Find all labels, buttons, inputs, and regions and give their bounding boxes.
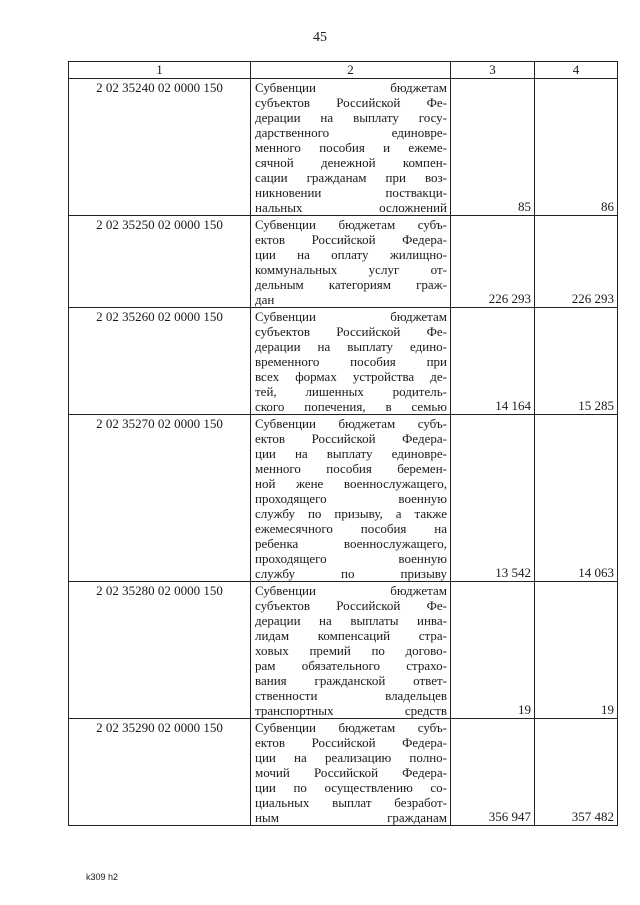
description-line: ховых премий по догово- xyxy=(255,643,447,658)
row-value-col3: 19 xyxy=(451,582,535,719)
description-line: Субвенции бюджетам xyxy=(255,583,447,598)
description-line: Субвенции бюджетам xyxy=(255,309,447,324)
row-value-col3: 85 xyxy=(451,79,535,216)
description-line: службу по призыву, а также xyxy=(255,506,447,521)
description-line: проходящего военную xyxy=(255,551,447,566)
footer-code: k309 h2 xyxy=(86,872,119,882)
row-code: 2 02 35260 02 0000 150 xyxy=(69,308,251,415)
table-row xyxy=(69,719,618,826)
description-line: нальных осложнений xyxy=(255,200,447,215)
description-line: сячной денежной компен- xyxy=(255,155,447,170)
description-line: лидам компенсаций стра- xyxy=(255,628,447,643)
row-code: 2 02 35290 02 0000 150 xyxy=(69,719,251,826)
table-row xyxy=(69,216,618,308)
description-line: ции на выплату единовре- xyxy=(255,446,447,461)
description-line: ского попечения, в семью xyxy=(255,399,447,414)
description-line: мочий Российской Федера- xyxy=(255,765,447,780)
row-value-col4: 14 063 xyxy=(535,415,618,582)
description-line: временного пособия при xyxy=(255,354,447,369)
description-line: субъектов Российской Фе- xyxy=(255,324,447,339)
table-row xyxy=(69,582,618,719)
table-body xyxy=(69,79,618,826)
description-line: менного пособия и ежеме- xyxy=(255,140,447,155)
row-description xyxy=(251,79,451,216)
description-line: всех формах устройства де- xyxy=(255,369,447,384)
row-value-col3: 13 542 xyxy=(451,415,535,582)
description-line: ектов Российской Федера- xyxy=(255,431,447,446)
description-line: ции на оплату жилищно- xyxy=(255,247,447,262)
description-line: службу по призыву xyxy=(255,566,447,581)
description-line: дерации на выплату едино- xyxy=(255,339,447,354)
description-line: Субвенции бюджетам субъ- xyxy=(255,416,447,431)
description-line: дерации на выплату госу- xyxy=(255,110,447,125)
description-line: Субвенции бюджетам xyxy=(255,80,447,95)
description-line: ной жене военнослужащего, xyxy=(255,476,447,491)
row-description xyxy=(251,308,451,415)
table-row xyxy=(69,415,618,582)
header-col-1: 1 xyxy=(69,62,251,79)
description-line: дельным категориям граж- xyxy=(255,277,447,292)
description-line: ственности владельцев xyxy=(255,688,447,703)
description-line: вания гражданской ответ- xyxy=(255,673,447,688)
description-line: ции на реализацию полно- xyxy=(255,750,447,765)
budget-table xyxy=(68,61,618,826)
row-value-col3: 14 164 xyxy=(451,308,535,415)
description-line: дарственного единовре- xyxy=(255,125,447,140)
description-line: тей, лишенных родитель- xyxy=(255,384,447,399)
page-number: 45 xyxy=(313,30,327,45)
description-line: сации гражданам при воз- xyxy=(255,170,447,185)
row-value-col3: 226 293 xyxy=(451,216,535,308)
description-line: ектов Российской Федера- xyxy=(255,735,447,750)
row-value-col4: 19 xyxy=(535,582,618,719)
description-line: ребенка военнослужащего, xyxy=(255,536,447,551)
description-line: субъектов Российской Фе- xyxy=(255,95,447,110)
description-line: коммунальных услуг от- xyxy=(255,262,447,277)
description-line: транспортных средств xyxy=(255,703,447,718)
header-col-4: 4 xyxy=(535,62,618,79)
row-description xyxy=(251,719,451,826)
row-value-col3: 356 947 xyxy=(451,719,535,826)
description-line: дерации на выплаты инва- xyxy=(255,613,447,628)
row-description xyxy=(251,216,451,308)
description-line: менного пособия беремен- xyxy=(255,461,447,476)
description-line: ным гражданам xyxy=(255,810,447,825)
row-code: 2 02 35270 02 0000 150 xyxy=(69,415,251,582)
row-value-col4: 357 482 xyxy=(535,719,618,826)
description-line: субъектов Российской Фе- xyxy=(255,598,447,613)
header-row xyxy=(69,62,618,79)
row-value-col4: 226 293 xyxy=(535,216,618,308)
table-row xyxy=(69,308,618,415)
description-line: ектов Российской Федера- xyxy=(255,232,447,247)
row-code: 2 02 35240 02 0000 150 xyxy=(69,79,251,216)
description-line: циальных выплат безработ- xyxy=(255,795,447,810)
header-col-2: 2 xyxy=(251,62,451,79)
description-line: Субвенции бюджетам субъ- xyxy=(255,720,447,735)
description-line: никновении поствакци- xyxy=(255,185,447,200)
row-value-col4: 15 285 xyxy=(535,308,618,415)
description-line: ции по осуществлению со- xyxy=(255,780,447,795)
row-code: 2 02 35250 02 0000 150 xyxy=(69,216,251,308)
description-line: Субвенции бюджетам субъ- xyxy=(255,217,447,232)
description-line: ежемесячного пособия на xyxy=(255,521,447,536)
description-line: рам обязательного страхо- xyxy=(255,658,447,673)
row-code: 2 02 35280 02 0000 150 xyxy=(69,582,251,719)
row-description xyxy=(251,582,451,719)
description-line: проходящего военную xyxy=(255,491,447,506)
table-row xyxy=(69,79,618,216)
header-col-3: 3 xyxy=(451,62,535,79)
row-value-col4: 86 xyxy=(535,79,618,216)
row-description xyxy=(251,415,451,582)
description-line: дан xyxy=(255,292,275,307)
